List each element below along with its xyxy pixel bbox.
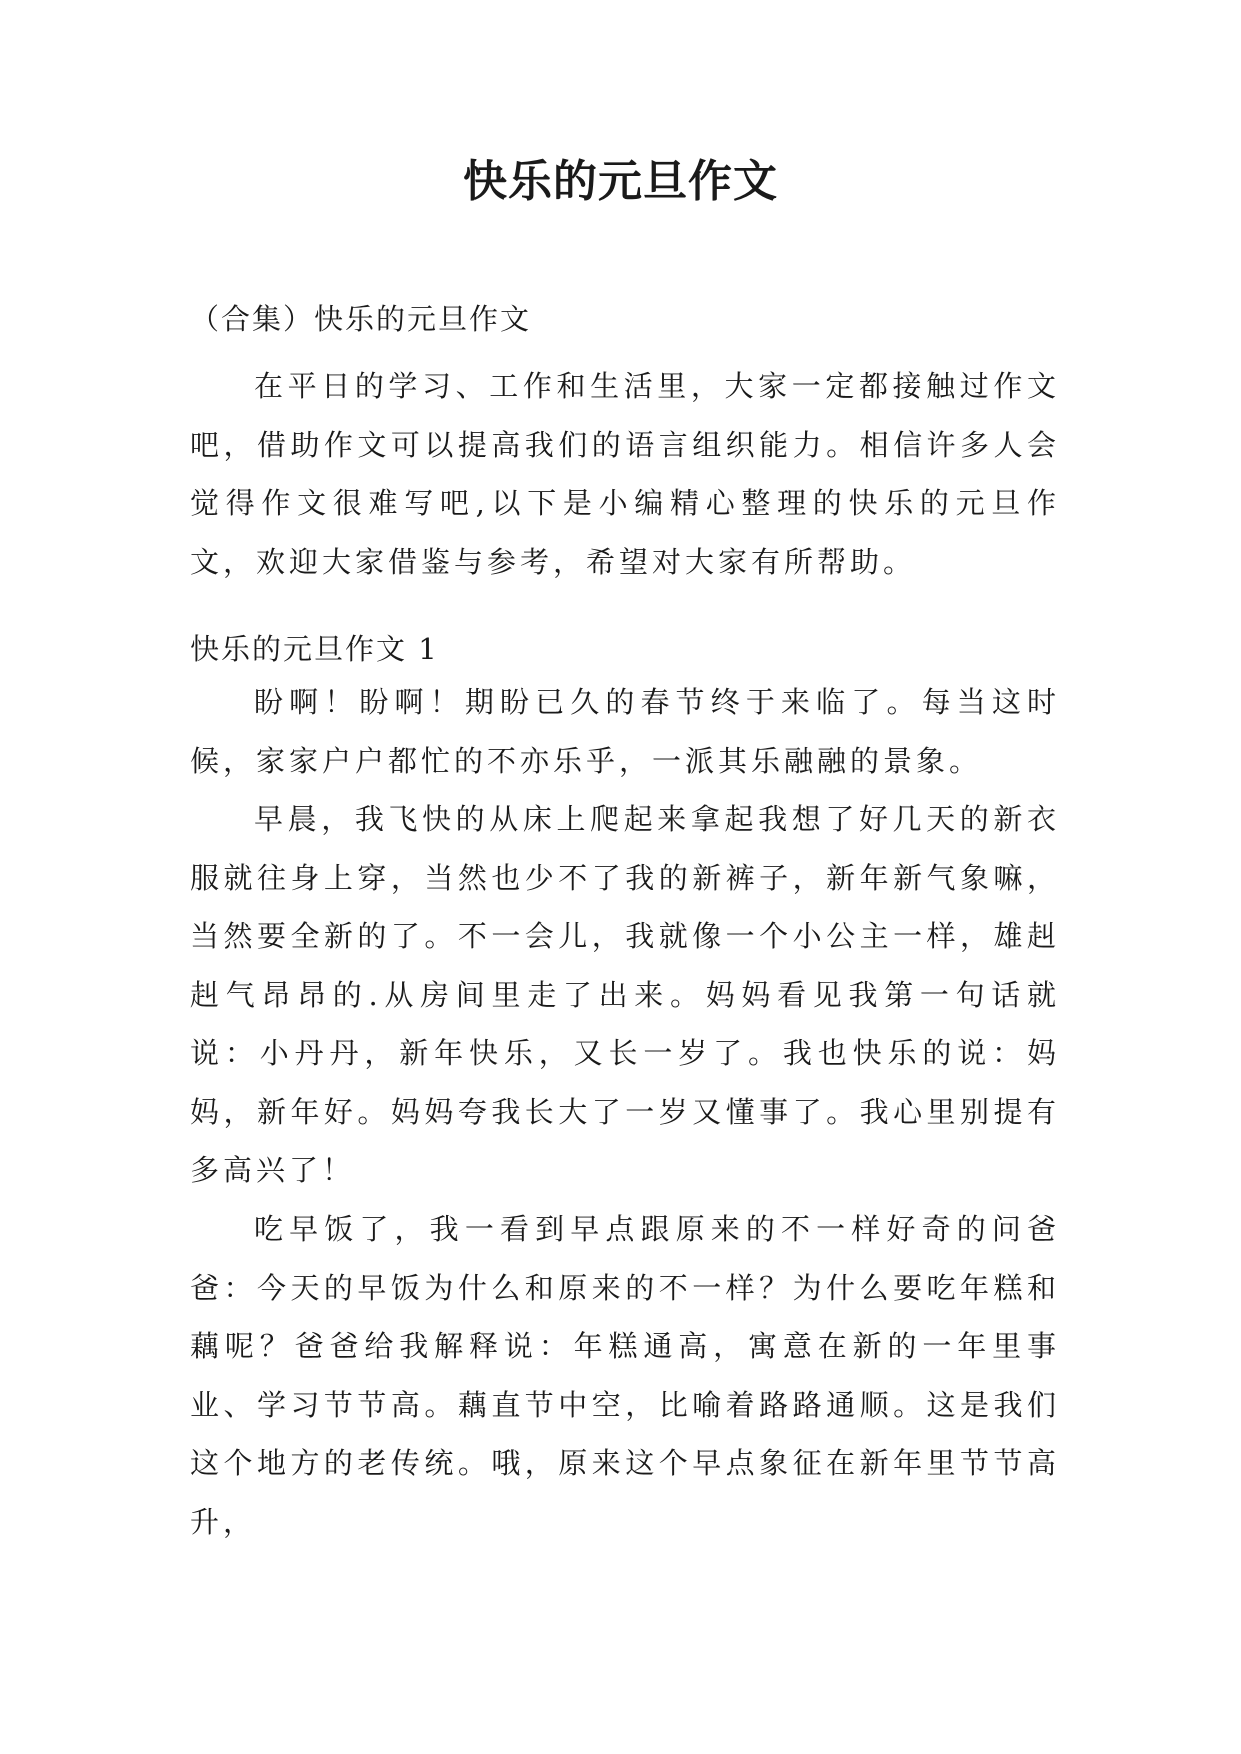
body-paragraph-2: 早晨，我飞快的从床上爬起来拿起我想了好几天的新衣服就往身上穿，当然也少不了我的新裤子，新年新气象嘛，当然要全新的了。不一会儿，我就像一个小公主一样，雄赳赳气昂昂的.从房间里走了出来。妈妈看见我第一句话就说：小丹丹，新年快乐，又长一岁了。我也快乐的说：妈妈，新年好。妈妈夸我长大了一岁又懂事了。我心里别提有多高兴了！ xyxy=(190,802,1060,1187)
intro-paragraph: 在平日的学习、工作和生活里，大家一定都接触过作文吧，借助作文可以提高我们的语言组织能力。相信许多人会觉得作文很难写吧,以下是小编精心整理的快乐的元旦作文，欢迎大家借鉴与参考，希望对大家有所帮助。 xyxy=(190,369,1060,579)
document-title: 快乐的元旦作文 xyxy=(463,156,778,207)
document-subtitle: （合集）快乐的元旦作文 xyxy=(190,302,532,336)
body-paragraph-3: 吃早饭了，我一看到早点跟原来的不一样好奇的问爸爸：今天的早饭为什么和原来的不一样？为什么要吃年糕和藕呢？爸爸给我解释说：年糕通高，寓意在新的一年里事业、学习节节高。藕直节中空，比喻着路路通顺。这是我们这个地方的老传统。哦，原来这个早点象征在新年里节节高升， xyxy=(190,1212,1060,1539)
section-heading: 快乐的元旦作文 1 xyxy=(190,632,439,666)
body-paragraph-1: 盼啊！盼啊！期盼已久的春节终于来临了。每当这时候，家家户户都忙的不亦乐乎，一派其乐融融的景象。 xyxy=(190,685,1060,778)
